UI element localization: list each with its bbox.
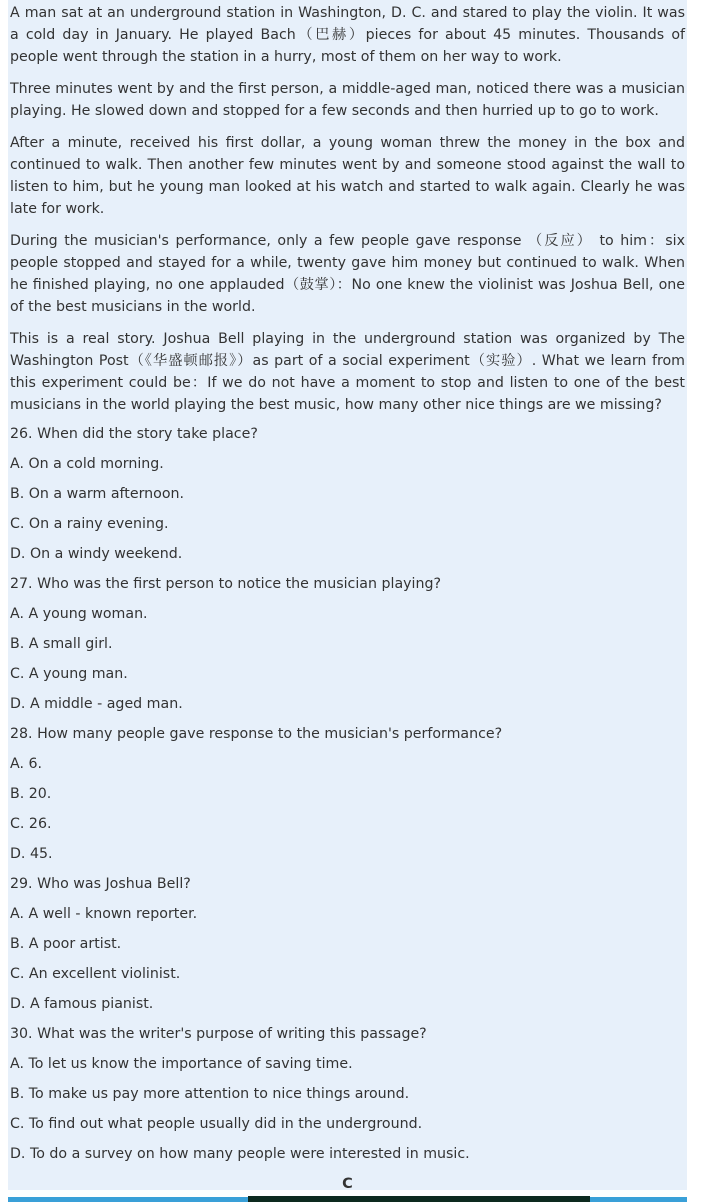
answer-option-a: A. On a cold morning. (10, 456, 164, 472)
question-stem: 29. Who was Joshua Bell? (10, 876, 191, 892)
answer-option-d: D. A famous pianist. (10, 996, 154, 1012)
answer-option-b: B. 20. (10, 786, 52, 802)
passage-paragraph-1: A man sat at an underground station in Washington, D. C. and stared to play the violin. It was a cold day in January. He played Bach（巴赫）pieces for about 45 minutes. Thousands of people went through the station in a hurry, most of them on her way to work. (10, 5, 685, 65)
question-28 (8, 719, 687, 869)
passage-paragraph-2: Three minutes went by and the first person, a middle-aged man, noticed there was a musician playing. He slowed down and stopped for a few seconds and then hurried up to go to work. (10, 81, 685, 119)
question-27 (8, 569, 687, 719)
answer-option-c: C. 26. (10, 816, 52, 832)
answer-option-c: C. To find out what people usually did in the underground. (10, 1116, 423, 1132)
answer-option-a: A. 6. (10, 756, 43, 772)
passage-paragraph-4: During the musician's performance, only a few people gave response （反应） to him：six people stopped and stayed for a while, twenty gave him money but continued to walk. When he finished playing, no one applauded（鼓掌）：No one knew the violinist was Joshua Bell, one of the best musicians in the world. (10, 233, 685, 315)
question-stem: 30. What was the writer's purpose of writing this passage? (10, 1026, 427, 1042)
answer-option-b: B. A poor artist. (10, 936, 122, 952)
question-26 (8, 419, 687, 569)
answer-option-b: B. A small girl. (10, 636, 113, 652)
answer-option-b: B. On a warm afternoon. (10, 486, 185, 502)
passage-paragraph-3: After a minute, received his first dollar, a young woman threw the money in the box and continued to walk. Then another few minutes went by and someone stood against the wall to listen to him, but he young man looked at his watch and started to walk again. Clearly he was late for work. (10, 135, 685, 217)
answer-option-a: A. To let us know the importance of saving time. (10, 1056, 353, 1072)
answer-option-d: D. A middle - aged man. (10, 696, 183, 712)
answer-option-d: D. To do a survey on how many people were interested in music. (10, 1146, 470, 1162)
question-list (8, 419, 687, 1169)
question-stem: 26. When did the story take place? (10, 426, 258, 442)
passage-paragraph-5: This is a real story. Joshua Bell playing in the underground station was organized by The Washington Post（《华盛顿邮报》）as part of a social experiment（实验）. What we learn from this experiment could be：If we do not have a moment to stop and listen to one of the best musicians in the world playing the best music, how many other nice things are we missing? (10, 331, 685, 413)
answer-option-c: C. A young man. (10, 666, 128, 682)
document-page (8, 0, 687, 1190)
reading-passage (8, 0, 687, 416)
section-heading-c: C (342, 1176, 353, 1192)
answer-option-a: A. A young woman. (10, 606, 148, 622)
answer-option-c: C. An excellent violinist. (10, 966, 181, 982)
answer-option-d: D. On a windy weekend. (10, 546, 183, 562)
bottom-dark-strip (248, 1196, 590, 1202)
answer-option-d: D. 45. (10, 846, 53, 862)
answer-option-b: B. To make us pay more attention to nice things around. (10, 1086, 410, 1102)
question-stem: 28. How many people gave response to the musician's performance? (10, 726, 503, 742)
question-29 (8, 869, 687, 1019)
answer-option-a: A. A well - known reporter. (10, 906, 198, 922)
question-stem: 27. Who was the first person to notice the musician playing? (10, 576, 442, 592)
question-30 (8, 1019, 687, 1169)
answer-option-c: C. On a rainy evening. (10, 516, 169, 532)
